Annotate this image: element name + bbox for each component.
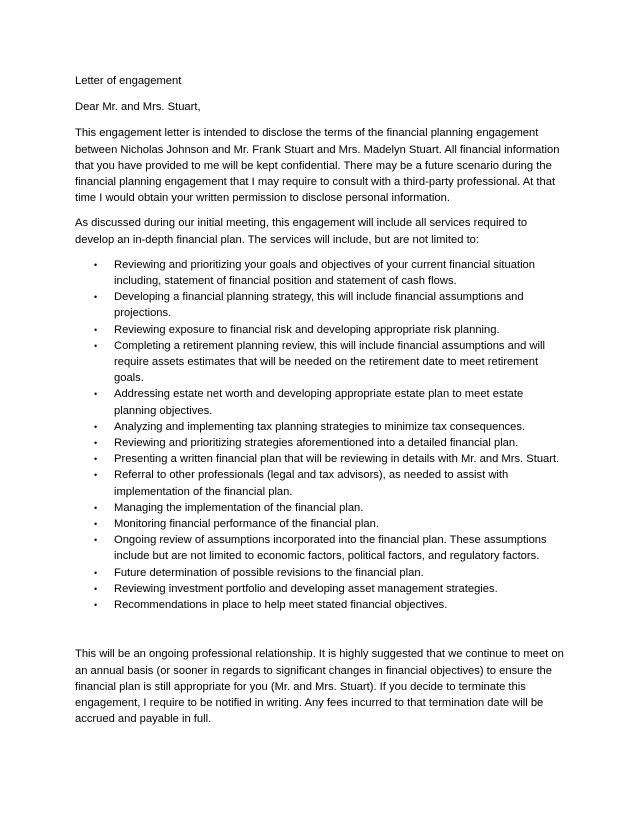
service-list-item xyxy=(75,451,565,467)
service-list-item xyxy=(75,467,565,499)
service-text: Reviewing investment portfolio and developing asset management strategies. xyxy=(114,582,498,595)
service-text: Monitoring financial performance of the financial plan. xyxy=(114,518,379,531)
confidentiality-paragraph: This engagement letter is intended to disclose the terms of the financial planning engagement between Nicholas Johnson and Mr. Frank Stuart and Mrs. Madelyn Stuart. All financial information that you have provided to me will be kept confidential. There may be a future scenario during the financial planning engagement that I may require to consult with a third-party professional. At that time I would obtain your written permission to disclose personal information. xyxy=(75,127,560,205)
bullet-icon: • xyxy=(94,519,98,530)
service-list-item xyxy=(75,597,565,613)
service-text: Ongoing review of assumptions incorporated into the financial plan. These assumptions include but are not limited to economic factors, political factors, and regulatory factors. xyxy=(114,534,547,563)
service-text: Reviewing and prioritizing your goals and objectives of your current financial situation including, statement of financial position and statement of cash flows. xyxy=(114,258,536,288)
bullet-icon: • xyxy=(94,389,98,400)
bullet-icon: • xyxy=(94,567,98,578)
relationship-paragraph: This will be an ongoing professional relationship. It is highly suggested that we continue to meet on an annual basis (or sooner in regards to significant changes in financial objectives) to ensure the financial plan is still appropriate for you (Mr. and Mrs. Stuart). If you decide to terminate this engagement, I require to be notified in writing. Any fees incurred to that termination date will be accrued and payable in full. xyxy=(75,648,564,726)
service-text: Analyzing and implementing tax planning strategies to minimize tax consequences. xyxy=(114,420,526,433)
service-text: Referral to other professionals (legal and tax advisors), as needed to assist with implementation of the financial plan. xyxy=(114,469,509,498)
service-list-item xyxy=(75,386,565,418)
bullet-icon: • xyxy=(94,421,98,432)
service-text: Addressing estate net worth and developing appropriate estate plan to meet estate planning objectives. xyxy=(114,388,524,417)
section-spacer xyxy=(75,613,565,646)
service-list-item xyxy=(75,257,565,289)
bullet-icon: • xyxy=(94,583,98,594)
service-list-item xyxy=(75,435,565,451)
service-text: Managing the implementation of the financial plan. xyxy=(114,501,364,514)
service-text: Presenting a written financial plan that will be reviewing in details with Mr. and Mrs. Stuart. xyxy=(114,453,560,466)
bullet-icon: • xyxy=(94,470,98,481)
service-text: Reviewing and prioritizing strategies aforementioned into a detailed financial plan. xyxy=(114,437,519,450)
service-list-item xyxy=(75,532,565,564)
bullet-icon: • xyxy=(94,438,98,449)
bullet-icon: • xyxy=(94,292,98,303)
service-list-item xyxy=(75,289,565,321)
service-text: Reviewing exposure to financial risk and developing appropriate risk planning. xyxy=(114,323,500,336)
bullet-icon: • xyxy=(94,535,98,546)
letter-title: Letter of engagement xyxy=(75,75,182,87)
service-list-item xyxy=(75,516,565,532)
bullet-icon: • xyxy=(94,324,98,335)
bullet-icon: • xyxy=(94,259,98,270)
service-list-item xyxy=(75,322,565,338)
services-intro-paragraph: As discussed during our initial meeting, this engagement will include all services required to develop an in-depth financial plan. The services will include, but are not limited to: xyxy=(75,217,528,246)
bullet-icon: • xyxy=(94,454,98,465)
bullet-icon: • xyxy=(94,502,98,513)
bullet-icon: • xyxy=(94,340,98,351)
service-list-item xyxy=(75,500,565,516)
service-text: Recommendations in place to help meet stated financial objectives. xyxy=(114,599,448,612)
service-list-item xyxy=(75,419,565,435)
bullet-icon: • xyxy=(94,600,98,611)
services-list xyxy=(75,257,565,613)
letter-greeting: Dear Mr. and Mrs. Stuart, xyxy=(75,101,201,114)
service-list-item xyxy=(75,581,565,597)
service-list-item xyxy=(75,338,565,387)
service-list-item xyxy=(75,565,565,581)
service-text: Developing a financial planning strategy, this will include financial assumptions and projections. xyxy=(114,291,524,320)
letter-page xyxy=(75,73,565,736)
service-text: Future determination of possible revisions to the financial plan. xyxy=(114,566,424,579)
service-text: Completing a retirement planning review, this will include financial assumptions and will require assets estimates that will be needed on the retirement date to meet retirement goals. xyxy=(114,339,545,385)
